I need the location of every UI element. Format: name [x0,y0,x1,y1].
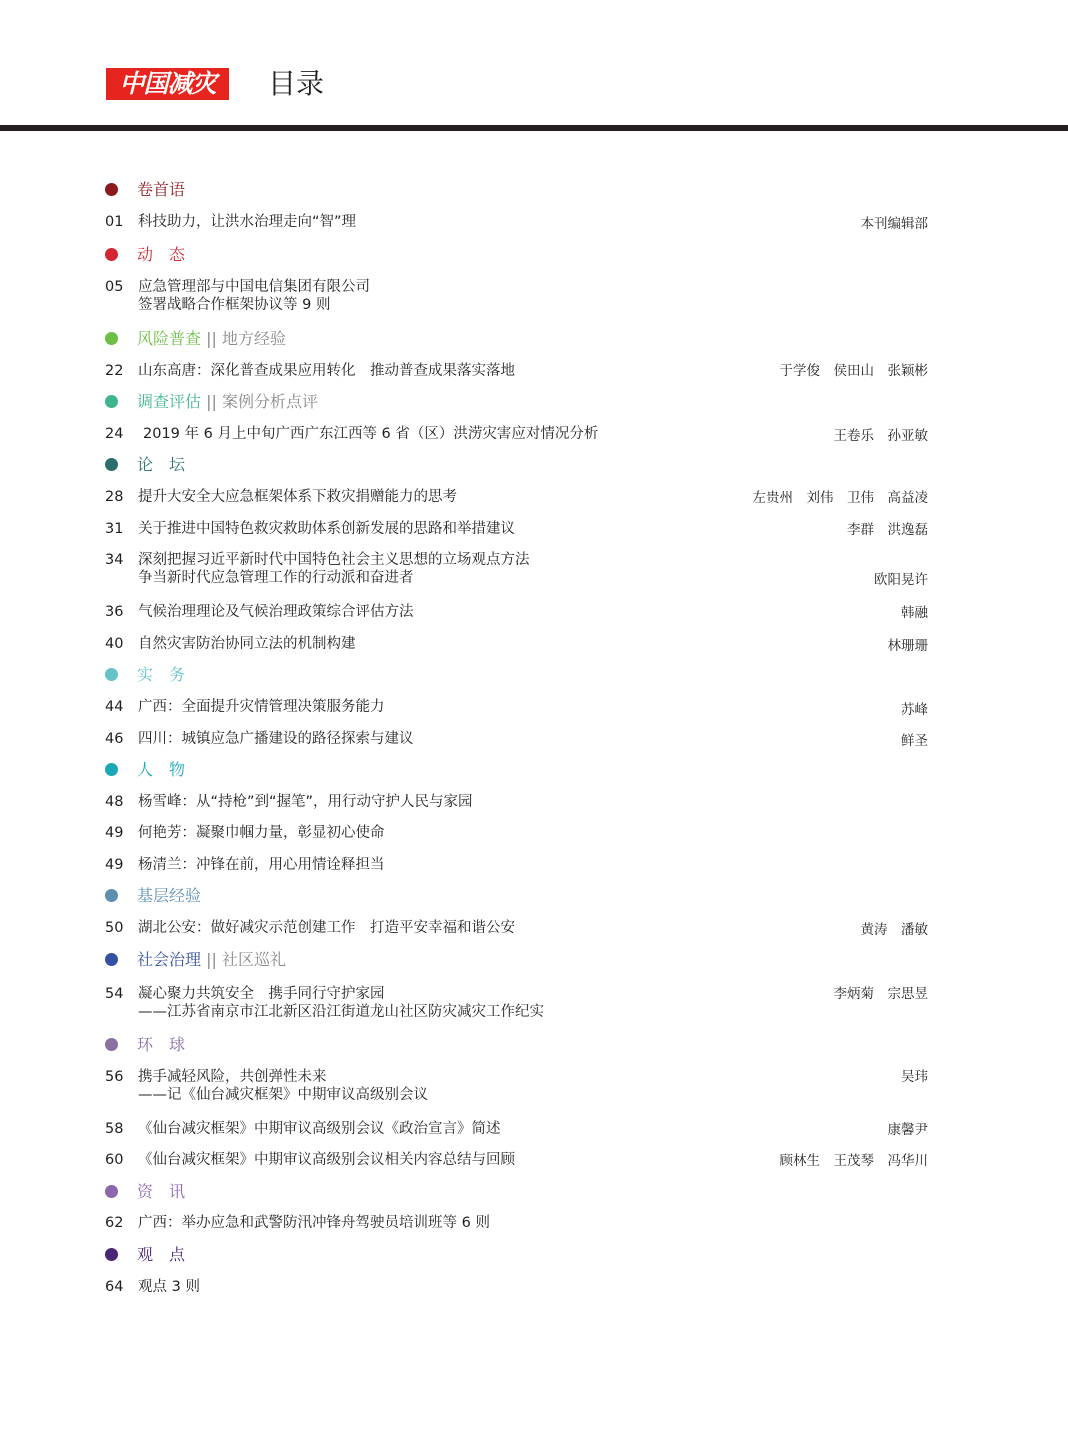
article-author: 李炳菊 宗思昱 [833,986,928,1002]
article-title: 凝心聚力共筑安全 携手同行守护家园 [138,986,385,1002]
section-dot-icon [105,248,118,261]
article-title: 湖北公安：做好减灾示范创建工作 打造平安幸福和谐公安 [138,920,515,936]
article-title: 观点 3 则 [138,1279,200,1295]
article-author: 本刊编辑部 [860,216,928,232]
toc-entry[interactable] [0,916,1068,940]
section-label: 人 物 [137,760,186,779]
article-author: 康馨尹 [887,1122,928,1138]
toc-entry[interactable] [0,548,1068,592]
section-label-main: 社会治理 [137,950,202,969]
header-rule [0,125,1068,131]
toc-entry[interactable] [0,727,1068,751]
section-dot-icon [105,889,118,902]
section-label-sub: || 案例分析点评 [206,392,318,411]
page-number: 50 [105,920,124,936]
article-title: 气候治理理论及气候治理政策综合评估方法 [138,604,414,620]
section-label: 观 点 [137,1245,186,1264]
toc-entry[interactable] [0,517,1068,541]
page-number: 48 [105,794,124,810]
page-number: 22 [105,363,124,379]
page-number: 56 [105,1069,124,1085]
section-label-main: 风险普查 [137,329,202,348]
section-heading [0,1180,1068,1204]
section-label: 实 务 [137,665,186,684]
section-heading [0,663,1068,687]
toc-entry[interactable] [0,1275,1068,1299]
page-number: 05 [105,279,124,295]
section-heading [0,758,1068,782]
article-title: 携手减轻风险，共创弹性未来 [138,1069,327,1085]
section-dot-icon [105,1185,118,1198]
section-label: 基层经验 [137,886,202,905]
article-title: 《仙台减灾框架》中期审议高级别会议相关内容总结与回顾 [138,1152,515,1168]
article-author: 韩融 [901,605,928,621]
section-heading [0,327,1068,351]
page-number: 31 [105,521,124,537]
section-heading [0,884,1068,908]
article-title: 自然灾害防治协同立法的机制构建 [138,636,356,652]
article-title: 广西：全面提升灾情管理决策服务能力 [138,699,385,715]
section-dot-icon [105,668,118,681]
article-title: 何艳芳：凝聚巾帼力量，彰显初心使命 [138,825,385,841]
article-author: 林珊珊 [887,638,928,654]
page-number: 60 [105,1152,124,1168]
toc-entry[interactable] [0,275,1068,317]
page-number: 24 [105,426,124,442]
article-title: 关于推进中国特色救灾救助体系创新发展的思路和举措建议 [138,521,515,537]
toc-entry[interactable] [0,210,1068,234]
article-title: 提升大安全大应急框架体系下救灾捐赠能力的思考 [138,489,457,505]
section-heading [0,948,1068,972]
article-author: 左贵州 刘伟 卫伟 高益凌 [752,490,928,506]
article-title: 杨清兰：冲锋在前，用心用情诠释担当 [138,857,385,873]
toc-entry[interactable] [0,1065,1068,1107]
article-title: 《仙台减灾框架》中期审议高级别会议《政治宣言》简述 [138,1121,501,1137]
toc-entry[interactable] [0,1148,1068,1172]
article-title: 2019 年 6 月上中旬广西广东江西等 6 省（区）洪涝灾害应对情况分析 [143,426,599,442]
section-dot-icon [105,763,118,776]
section-label: 环 球 [137,1035,186,1054]
article-title-line2: ——记《仙台减灾框架》中期审议高级别会议 [138,1087,428,1103]
section-label-sub: || 地方经验 [206,329,286,348]
section-dot-icon [105,1248,118,1261]
article-title-line2: 争当新时代应急管理工作的行动派和奋进者 [138,570,414,586]
section-dot-icon [105,953,118,966]
article-author: 王卷乐 孙亚敏 [833,428,928,444]
section-label [137,948,286,972]
page-number: 01 [105,214,124,230]
section-label-sub: || 社区巡礼 [206,950,286,969]
toc-entry[interactable] [0,821,1068,845]
article-title-line2: ——江苏省南京市江北新区沿江街道龙山社区防灾减灾工作纪实 [138,1004,544,1020]
toc-entry[interactable] [0,790,1068,814]
article-author: 李群 洪逸磊 [847,522,928,538]
toc-entry[interactable] [0,600,1068,624]
toc-entry[interactable] [0,632,1068,656]
toc-entry[interactable] [0,485,1068,509]
section-label: 资 讯 [137,1182,186,1201]
article-title: 四川：城镇应急广播建设的路径探索与建议 [138,731,414,747]
section-dot-icon [105,1038,118,1051]
page-number: 44 [105,699,124,715]
article-author: 鲜圣 [901,733,928,749]
toc-entry[interactable] [0,422,1068,446]
section-label [137,327,286,351]
article-title: 山东高唐：深化普查成果应用转化 推动普查成果落实落地 [138,363,515,379]
section-label: 卷首语 [137,180,186,199]
article-author: 吴玮 [901,1069,928,1085]
toc-entry[interactable] [0,1211,1068,1235]
article-title: 广西：举办应急和武警防汛冲锋舟驾驶员培训班等 6 则 [138,1215,490,1231]
article-author: 苏峰 [901,702,928,718]
toc-entry[interactable] [0,359,1068,383]
section-heading [0,1243,1068,1267]
page-number: 34 [105,552,124,568]
page-number: 36 [105,604,124,620]
section-dot-icon [105,332,118,345]
section-label [137,390,318,414]
page-number: 46 [105,731,124,747]
page-title: 目录 [268,67,325,100]
article-title: 科技助力，让洪水治理走向“智”理 [138,214,357,230]
section-heading [0,390,1068,414]
page-number: 49 [105,857,124,873]
page-number: 49 [105,825,124,841]
section-heading [0,453,1068,477]
article-author: 顾林生 王茂琴 冯华川 [779,1153,928,1169]
magazine-logo: 中国减灾 [106,68,229,100]
toc-entry[interactable] [0,695,1068,719]
article-title: 应急管理部与中国电信集团有限公司 [138,279,370,295]
section-heading [0,1033,1068,1057]
article-author: 欧阳晃许 [874,572,928,588]
section-label-main: 调查评估 [137,392,202,411]
page-number: 58 [105,1121,124,1137]
section-heading [0,243,1068,267]
section-heading [0,178,1068,202]
article-author: 于学俊 侯田山 张颖彬 [779,363,928,379]
article-author: 黄涛 潘敏 [860,922,928,938]
page-number: 64 [105,1279,124,1295]
article-title-line2: 签署战略合作框架协议等 9 则 [138,297,331,313]
section-label: 论 坛 [137,455,186,474]
page-number: 28 [105,489,124,505]
article-title: 杨雪峰：从“持枪”到“握笔”，用行动守护人民与家园 [138,794,473,810]
section-label: 动 态 [137,245,186,264]
toc-entry[interactable] [0,982,1068,1024]
toc-entry[interactable] [0,1117,1068,1141]
page-number: 40 [105,636,124,652]
article-title: 深刻把握习近平新时代中国特色社会主义思想的立场观点方法 [138,552,530,568]
section-dot-icon [105,183,118,196]
section-dot-icon [105,458,118,471]
page-number: 54 [105,986,124,1002]
toc-entry[interactable] [0,853,1068,877]
section-dot-icon [105,395,118,408]
page-number: 62 [105,1215,124,1231]
